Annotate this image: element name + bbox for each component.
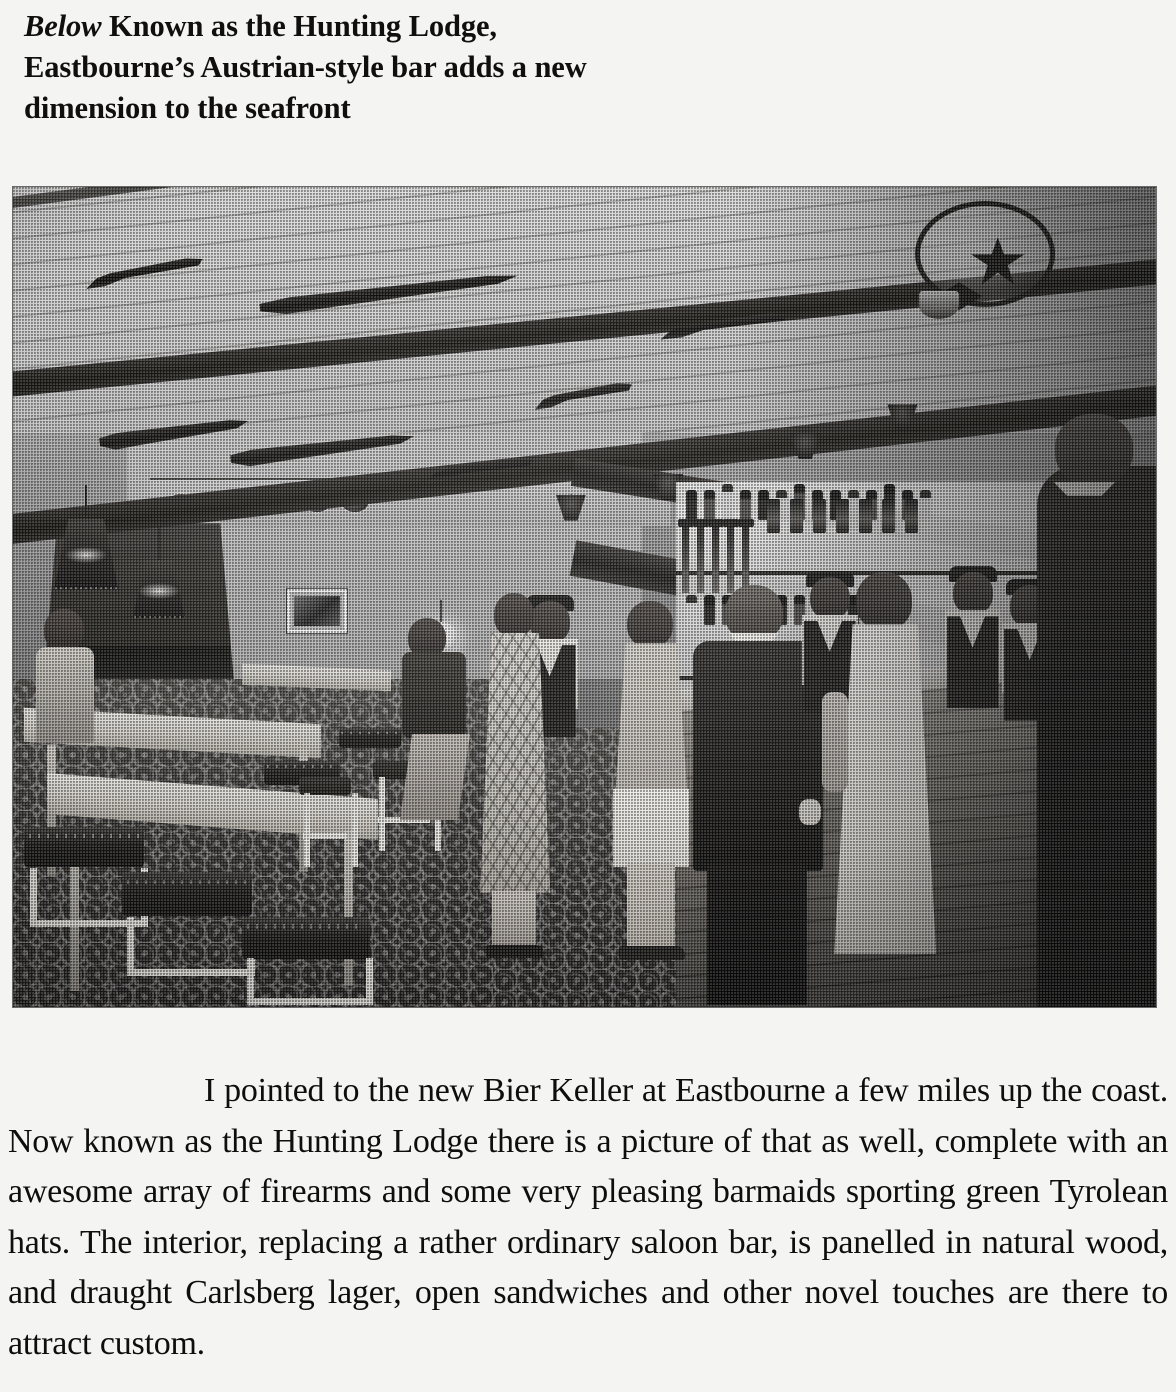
photo-right-shadow xyxy=(630,187,1156,1007)
leather-stool xyxy=(24,827,144,867)
leather-stool xyxy=(122,872,252,916)
pendant-lamp xyxy=(54,519,118,589)
article-paragraph: I pointed to the new Bier Keller at Eastbourne a few miles up the coast. Now known as the Hunting Lodge there is a picture of that as well, complete with an awesome array of firearms and some very pleasing barmaids sporting green Tyrolean hats. The interior, replacing a rather ordinary saloon bar, is panelled in natural wood, and draught Carlsberg lager, open sandwiches and other novel touches are there to attract custom. xyxy=(8,1072,1168,1362)
pendant-lamp xyxy=(133,560,185,618)
lamp-cord xyxy=(158,526,160,560)
stool-legs xyxy=(127,917,255,976)
photo-scene xyxy=(13,187,1156,1007)
lamp-cord xyxy=(85,485,87,519)
lamp-glow xyxy=(138,583,180,599)
caption-text: Known as the Hunting Lodge, Eastbourne’s Austrian-style bar adds a new dimension to the seafront xyxy=(24,9,587,125)
bar-stool xyxy=(299,777,351,867)
bar-interior-photograph xyxy=(13,187,1156,1007)
caption-lead-word: Below xyxy=(24,9,102,43)
customer-in-patterned-dress xyxy=(470,593,556,978)
lamp-glow xyxy=(65,547,107,563)
leather-stool xyxy=(242,917,370,959)
framed-picture xyxy=(287,589,347,633)
leather-stool xyxy=(339,728,401,748)
photo-caption xyxy=(24,6,664,129)
stool-legs xyxy=(247,958,373,1005)
